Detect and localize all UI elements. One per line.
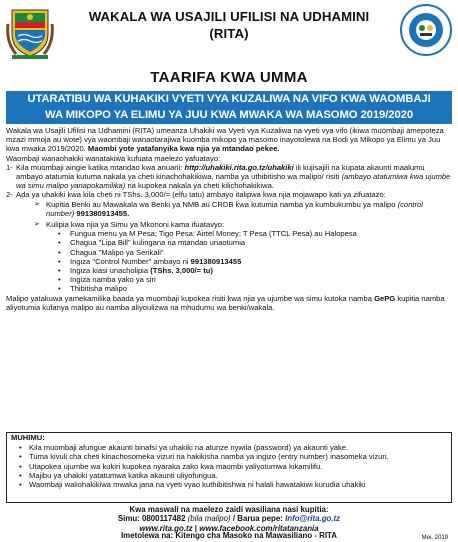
intro-text: Wakala wa Usajili Ufilisi na Udhamini (RITA) umeanza Uhakiki wa Vyeti vya Kuzaliwa na vyeti vya vifo (ikiwa muombaji amepoteza mzazi mmoja au wote) vya waombaji wanaotarajiwa kuomba mikopo ya masomo inayotolewa na Bodi ya Mikopo ya Elimu ya Juu kwa mwaka 2019/2020. [6,126,444,154]
email-label: / Barua pepe: [232,514,283,524]
step-1-text: Kila muombaji aingie katika mtandao kwa anuani: [16,162,183,172]
org-acronym: (RITA) [209,26,249,41]
step-1-italic-note: (ambayo atatumiwa kwa ujumbe wa simu malipo yanapokamilika) [16,172,451,191]
step-2-number: 2- [6,190,13,200]
control-number: 991380913455 [190,256,242,266]
tanzania-coat-of-arms-icon [6,4,54,60]
sub-step: • Chagua "Malipo ya Serikali" [6,248,452,257]
step-1 [6,163,452,191]
banner-line-1: UTARATIBU WA KUHAKIKI VYETI VYA KUZALIWA NA VIFO KWA WAOMBAJI [27,93,431,105]
step-1-text-2: ili kujisajili na kupata akaunti maalumu ambayo atatumia kutuma nakala ya cheti kinachohakikiwa, namba ya uthibitisho wa malipo/ risiti [16,162,425,182]
rita-logo-icon [400,4,452,56]
important-title: MUHIMU: [11,433,45,442]
sub-step: • Thibitisha malipo [6,284,452,293]
step-2-text: Ada ya uhakiki kwa kila cheti ni TShs. 3,000/= (elfu tatu) ambayo italipwa kwa njia mojawapo kati ya zifuatazo: [16,190,386,200]
phone-note: (bila malipo) [187,514,231,524]
closing-bold: GePG [374,293,396,303]
notice-banner [6,91,452,124]
important-item: • Tuma kivuli cha cheti kinachosomeka vizuri na hakikisha namba ya ingizo (entry number) inasomeka vizuri. [11,452,447,461]
facebook-link[interactable]: www.facebook.com/ritatanzania [199,523,319,533]
contact-heading: Kwa maswali na maelezo zaidi wasiliana nasi kupitia: [129,505,329,514]
website-link[interactable]: www.rita.go.tz [139,523,193,533]
important-item: • Kila muombaji afungue akaunti binafsi ya uhakiki na atunze nywila (password) ya akaunti yake. [11,443,447,452]
sub-step-amount [6,266,452,275]
notice-title: TAARIFA KWA UMMA [150,69,308,86]
steps-intro: Waombaji wanaohakiki wanatakiwa kufuata maelezo yafuatayo: [6,153,221,163]
sub-step-text: Ingiza "Control Number" ambayo ni [70,256,189,266]
issue-date: Mei, 2019 [421,535,448,541]
issuer-line: Imetolewa na: Kitengo cha Masoko na Mawasiliano - RITA [120,531,337,540]
email-link[interactable]: Info@rita.go.tz [285,514,341,524]
contact-phone-email [6,514,452,523]
intro-paragraph [6,126,452,154]
step-1-text-3: na kupokea nakala ya cheti kilichohakikiwa. [127,181,274,191]
closing-text-2: kupitia namba aliyotumia kufanya malipo au namba aliyoulizwa na mhudumu wa benki/wakala. [6,293,445,312]
pay-bank-text: Kupitia Benki au Mawakala wa Benki ya NMB au CRDB kwa kutumia namba ya kumbukumbu ya malipo [46,199,396,209]
notice-body [6,126,452,312]
contact-web: www.rita.go.tz | www.facebook.com/ritatanzania [139,523,319,533]
uhakiki-url-link[interactable]: http://uhakiki.rita.go.tz/uhakiki [184,162,294,172]
sub-step: • Fungua menu ya M Pesa; Tigo Pesa; Airtel Money; T Pesa (TTCL Pesa) au Halopesa [6,229,452,238]
contact-section [6,505,452,533]
sub-step: • Chagua "Lipa Bill" kulingana na mtandao unaotumia [6,238,452,247]
phone-number[interactable]: 0800117482 [142,514,186,524]
important-item: • Waombaji waliohakikiwa mwaka jana na vyeti vyao kuthibitishwa ni halali hawatakiwi kurudia uhakiki [11,480,447,489]
pay-mobile-option: ➢ Kulipia kwa njia ya Simu ya Mkononi kama ifuatavyo: [6,220,452,229]
important-item: • Majibu ya uhakiki yatatumwa katika akaunti uliyofungua. [11,471,447,480]
important-notes-box [6,432,452,503]
sub-step-text: Ingiza kiasi unacholipia [70,266,149,276]
pay-bank-option [6,200,452,218]
sub-step: • Ingiza namba yako ya siri [6,275,452,284]
banner-line-2: WA MIKOPO YA ELIMU YA JUU KWA MWAKA WA MASOMO 2019/2020 [45,108,413,121]
intro-bold-text: Maombi yote yatafanyika kwa njia ya mtandao pekee. [87,144,280,154]
step-2 [6,190,452,199]
phone-label: Simu: [117,514,140,524]
step-1-number: 1- [6,162,13,172]
closing-paragraph [6,294,452,312]
pay-bank-control-number: 991380913455. [76,208,130,218]
amount-text: (TShs. 3,000/= tu) [150,266,213,276]
pay-bank-italic: (control number) [46,199,423,218]
sub-step-control-number [6,257,452,266]
closing-text: Malipo yatakuwa yamekamilika baada ya muombaji kupokea risiti kwa njia ya ujumbe wa simu kutoka namba [6,293,372,303]
important-item: • Utapokea ujumbe wa kukiri kupokea nyaraka zako kwa maombi yaliyotumwa kikamilifu. [11,462,447,471]
org-name-line: WAKALA WA USAJILI UFILISI NA UDHAMINI [88,9,370,24]
organization-name [60,8,398,42]
